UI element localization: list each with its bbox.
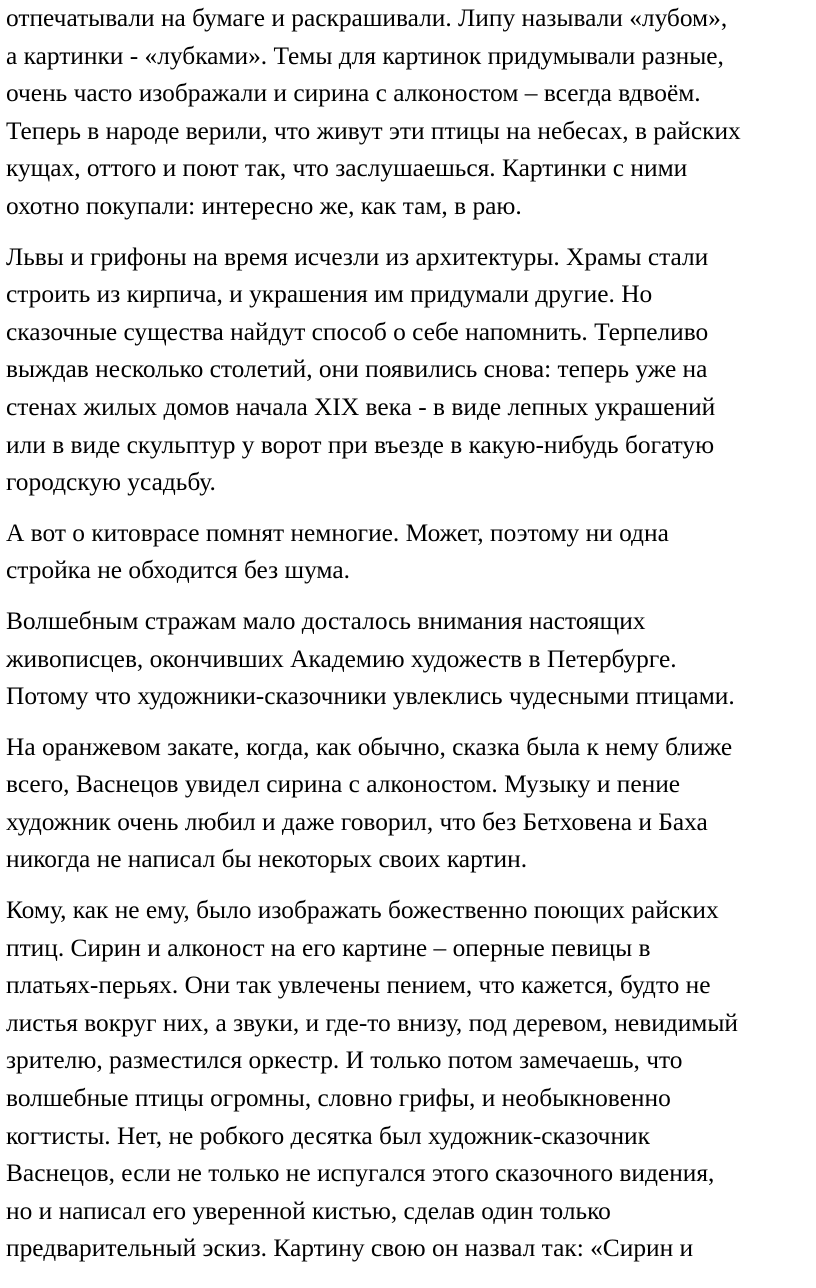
text-line: Кому, как не ему, было изображать божественно поющих райских — [6, 896, 719, 925]
text-line: листья вокруг них, а звуки, и где-то внизу, под деревом, невидимый — [6, 1008, 738, 1037]
text-line: живописцев, окончивших Академию художеств в Петербурге. — [6, 644, 677, 673]
text-line: никогда не написал бы некоторых своих картин. — [6, 845, 528, 874]
text-line: строить из кирпича, и украшения им придумали другие. Но — [6, 280, 653, 309]
text-line: городскую усадьбу. — [6, 468, 216, 497]
text-line: волшебные птицы огромны, словно грифы, и необыкновенно — [6, 1084, 671, 1113]
text-line: стенах жилых домов начала XIX века - в виде лепных украшений — [6, 392, 716, 421]
text-line: Львы и грифоны на время исчезли из архитектуры. Храмы стали — [6, 242, 709, 271]
text-line: Волшебным стражам мало досталось внимания настоящих — [6, 606, 646, 635]
text-line: стройка не обходится без шума. — [6, 556, 350, 585]
paragraph — [6, 0, 814, 226]
text-line: зрителю, разместился оркестр. И только потом замечаешь, что — [6, 1046, 683, 1075]
text-line: кущах, оттого и поют так, что заслушаешься. Картинки с ними — [6, 154, 688, 183]
text-line: платьях-перьях. Они так увлечены пением, что кажется, будто не — [6, 971, 711, 1000]
paragraph — [6, 892, 814, 1268]
text-line: На оранжевом закате, когда, как обычно, сказка была к нему ближе — [6, 732, 733, 761]
text-line: но и написал его уверенной кистью, сделав один только — [6, 1196, 611, 1225]
text-line: всего, Васнецов увидел сирина с алконостом. Музыку и пение — [6, 770, 681, 799]
text-line: а картинки - «лубками». Темы для картинок придумывали разные, — [6, 41, 724, 70]
text-line: Теперь в народе верили, что живут эти птицы на небесах, в райских — [6, 116, 741, 145]
text-line: или в виде скульптур у ворот при въезде в какую-нибудь богатую — [6, 430, 715, 459]
paragraph — [6, 515, 814, 590]
text-line: Потому что художники-сказочники увлеклись чудесными птицами. — [6, 682, 735, 711]
text-line: А вот о китоврасе помнят немногие. Может, поэтому ни одна — [6, 518, 669, 547]
text-line: очень часто изображали и сирина с алконостом – всегда вдвоём. — [6, 79, 701, 108]
text-line: сказочные существа найдут способ о себе напомнить. Терпеливо — [6, 317, 709, 346]
text-line: когтисты. Нет, не робкого десятка был художник-сказочник — [6, 1121, 650, 1150]
text-line: выждав несколько столетий, они появились снова: теперь уже на — [6, 355, 708, 384]
text-line: охотно покупали: интересно же, как там, в раю. — [6, 191, 522, 220]
paragraph — [6, 729, 814, 879]
paragraph — [6, 239, 814, 502]
text-line: Васнецов, если не только не испугался этого сказочного видения, — [6, 1159, 715, 1188]
paragraph — [6, 603, 814, 716]
document-page — [6, 0, 814, 1281]
text-line: птиц. Сирин и алконост на его картине – оперные певицы в — [6, 933, 651, 962]
text-line: художник очень любил и даже говорил, что без Бетховена и Баха — [6, 807, 708, 836]
text-line: предварительный эскиз. Картину свою он назвал так: «Сирин и — [6, 1234, 694, 1263]
text-line: отпечатывали на бумаге и раскрашивали. Липу называли «лубом», — [6, 4, 728, 32]
